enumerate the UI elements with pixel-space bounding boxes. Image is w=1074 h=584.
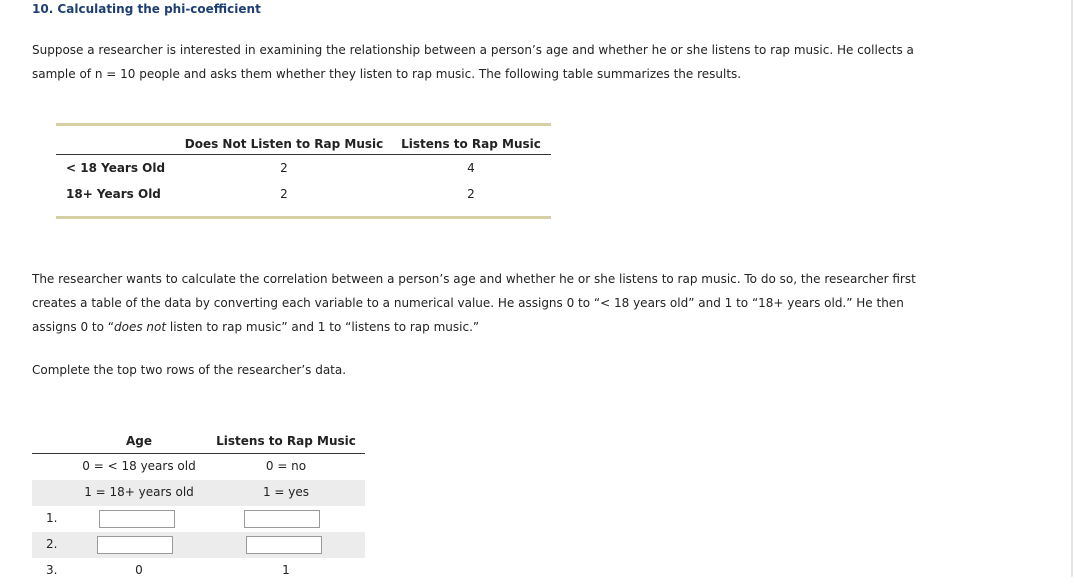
page-right-border <box>1071 0 1073 577</box>
row3-age: 0 <box>135 563 143 577</box>
key-age: 0 = < 18 years old <box>82 459 196 473</box>
intro-line-1: Suppose a researcher is interested in examining the relationship between a person’s age and whether he or she listens to rap music. He collects a <box>32 43 914 57</box>
key-rap: 0 = no <box>265 459 307 473</box>
row1-age-input[interactable] <box>99 510 175 528</box>
summary-header <box>56 126 551 155</box>
explain-paragraph <box>32 267 932 339</box>
question-title: 10. Calculating the phi-coefficient <box>32 2 261 16</box>
explain-line-1: The researcher wants to calculate the correlation between a person’s age and whether he or she listens to rap music. To do so, the researcher first <box>32 272 916 286</box>
row-number: 2. <box>46 537 58 551</box>
row2-rap-input[interactable] <box>246 536 322 554</box>
row1-rap-input[interactable] <box>244 510 320 528</box>
key-age: 1 = 18+ years old <box>84 485 194 499</box>
explain-line-2: creates a table of the data by converting each variable to a numerical value. He assigns 0 to “< 18 years old” and 1 to “18+ years old.” He then <box>32 296 904 310</box>
data-row-2 <box>32 532 365 558</box>
summary-table <box>56 123 551 219</box>
row-number: 1. <box>46 511 58 525</box>
key-row-0 <box>32 454 365 480</box>
data-table <box>32 430 365 584</box>
row-label: 18+ Years Old <box>66 187 161 201</box>
header-not-listen: Does Not Listen to Rap Music <box>184 137 384 151</box>
data-row-3 <box>32 558 365 584</box>
row-label: < 18 Years Old <box>66 161 166 175</box>
key-rap: 1 = yes <box>262 485 310 499</box>
row-number: 3. <box>46 563 58 577</box>
explain-line-3 <box>32 315 932 339</box>
header-age: Age <box>125 434 153 448</box>
instruction-text: Complete the top two rows of the researcher’s data. <box>32 363 347 377</box>
table-bottom-rule <box>56 216 551 219</box>
summary-row-under18 <box>56 155 551 181</box>
explain-line-3-start: assigns 0 to “ <box>32 320 115 334</box>
summary-row-18plus <box>56 181 551 207</box>
intro-line-2: sample of n = 10 people and asks them whether they listen to rap music. The following table summarizes the results. <box>32 67 742 81</box>
cell-listens: 2 <box>467 187 475 201</box>
explain-line-3-end: listen to rap music” and 1 to “listens to rap music.” <box>166 320 480 334</box>
cell-not-listen: 2 <box>280 161 288 175</box>
key-row-1 <box>32 480 365 506</box>
explain-emphasis: does not <box>114 320 167 334</box>
header-rap: Listens to Rap Music <box>216 434 356 448</box>
cell-not-listen: 2 <box>280 187 288 201</box>
intro-paragraph <box>32 38 932 86</box>
row2-age-input[interactable] <box>97 536 173 554</box>
cell-listens: 4 <box>467 161 475 175</box>
header-listens: Listens to Rap Music <box>401 137 541 151</box>
data-header <box>32 430 365 454</box>
row3-rap: 1 <box>282 563 290 577</box>
data-row-1 <box>32 506 365 532</box>
